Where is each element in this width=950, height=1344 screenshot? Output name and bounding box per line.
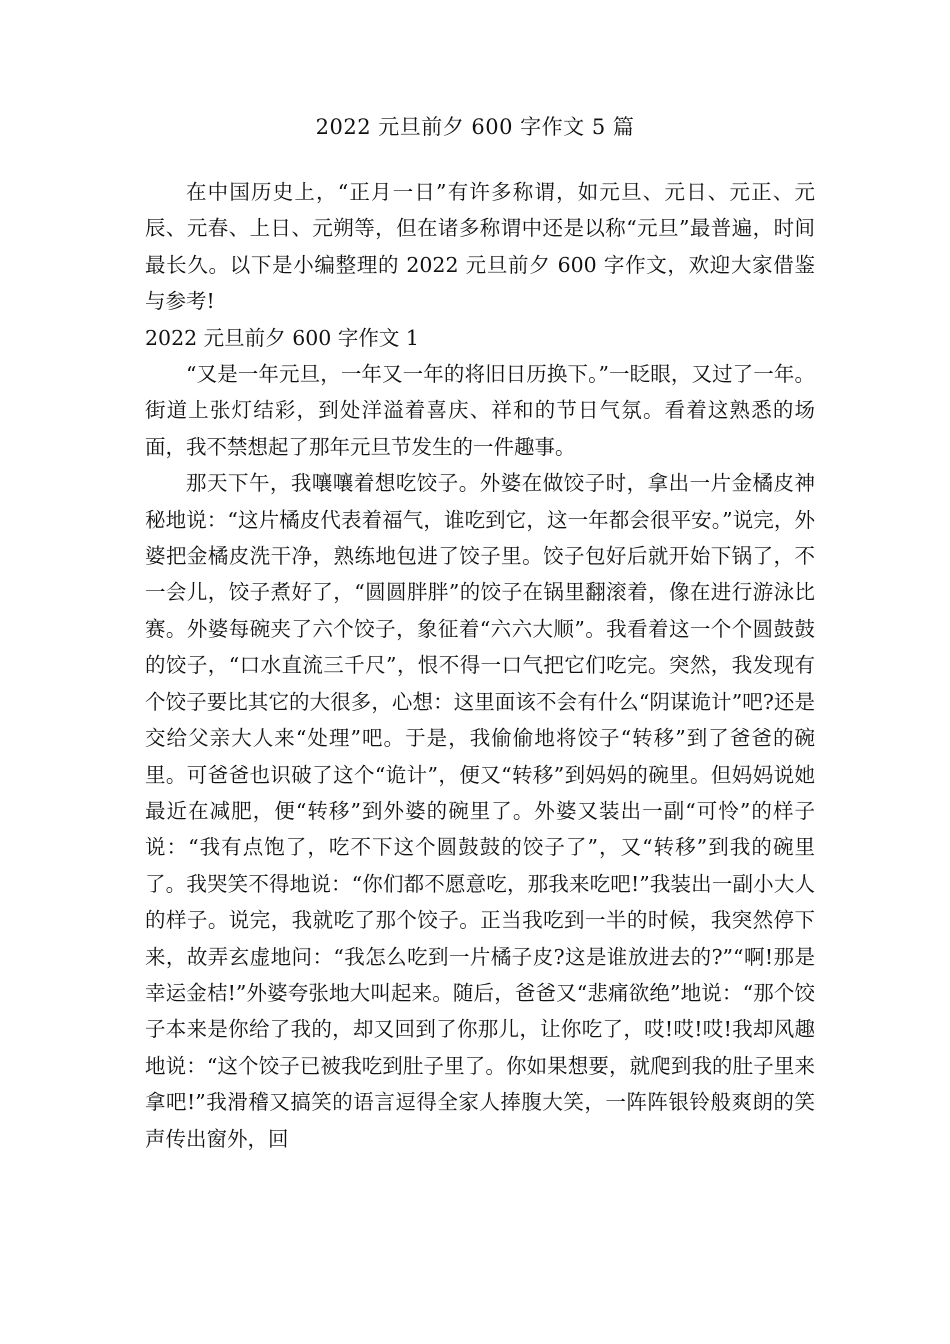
section-heading: 2022 元旦前夕 600 字作文 1 [145, 325, 419, 350]
body-paragraph: “又是一年元旦，一年又一年的将旧日历换下。”一眨眼，又过了一年。街道上张灯结彩，到处洋溢着喜庆、祥和的节日气氛。看着这熟悉的场面，我不禁想起了那年元旦节发生的一件趣事。 [145, 362, 815, 459]
document-title: 2022 元旦前夕 600 字作文 5 篇 [315, 115, 635, 139]
intro-paragraph: 在中国历史上，“正月一日”有许多称谓，如元旦、元日、元正、元辰、元春、上日、元朔等，但在诸多称谓中还是以称“元旦”最普遍，时间最长久。以下是小编整理的 2022 元旦前夕 600 字作文，欢迎大家借鉴与参考! [145, 180, 815, 314]
body-paragraph: 那天下午，我嚷嚷着想吃饺子。外婆在做饺子时，拿出一片金橘皮神秘地说：“这片橘皮代表着福气，谁吃到它，这一年都会很平安。”说完，外婆把金橘皮洗干净，熟练地包进了饺子里。饺子包好后就开始下锅了，不一会儿，饺子煮好了，“圆圆胖胖”的饺子在锅里翻滚着，像在进行游泳比赛。外婆每碗夹了六个饺子，象征着“六六大顺”。我看着这一个个圆鼓鼓的饺子，“口水直流三千尺”，恨不得一口气把它们吃完。突然，我发现有个饺子要比其它的大很多，心想：这里面该不会有什么“阴谋诡计”吧?还是交给父亲大人来“处理”吧。于是，我偷偷地将饺子“转移”到了爸爸的碗里。可爸爸也识破了这个“诡计”，便又“转移”到妈妈的碗里。但妈妈说她最近在减肥，便“转移”到外婆的碗里了。外婆又装出一副“可怜”的样子说：“我有点饱了，吃不下这个圆鼓鼓的饺子了”，又“转移”到我的碗里了。我哭笑不得地说：“你们都不愿意吃，那我来吃吧!”我装出一副小大人的样子。说完，我就吃了那个饺子。正当我吃到一半的时候，我突然停下来，故弄玄虚地问：“我怎么吃到一片橘子皮?这是谁放进去的?”“啊!那是幸运金桔!”外婆夸张地大叫起来。随后，爸爸又“悲痛欲绝”地说：“那个饺子本来是你给了我的，却又回到了你那儿，让你吃了，哎!哎!哎!我却风趣地说：“这个饺子已被我吃到肚子里了。你如果想要，就爬到我的肚子里来拿吧!”我滑稽又搞笑的语言逗得全家人捧腹大笑，一阵阵银铃般爽朗的笑声传出窗外，回 [145, 471, 815, 1151]
document-body [145, 174, 815, 1157]
